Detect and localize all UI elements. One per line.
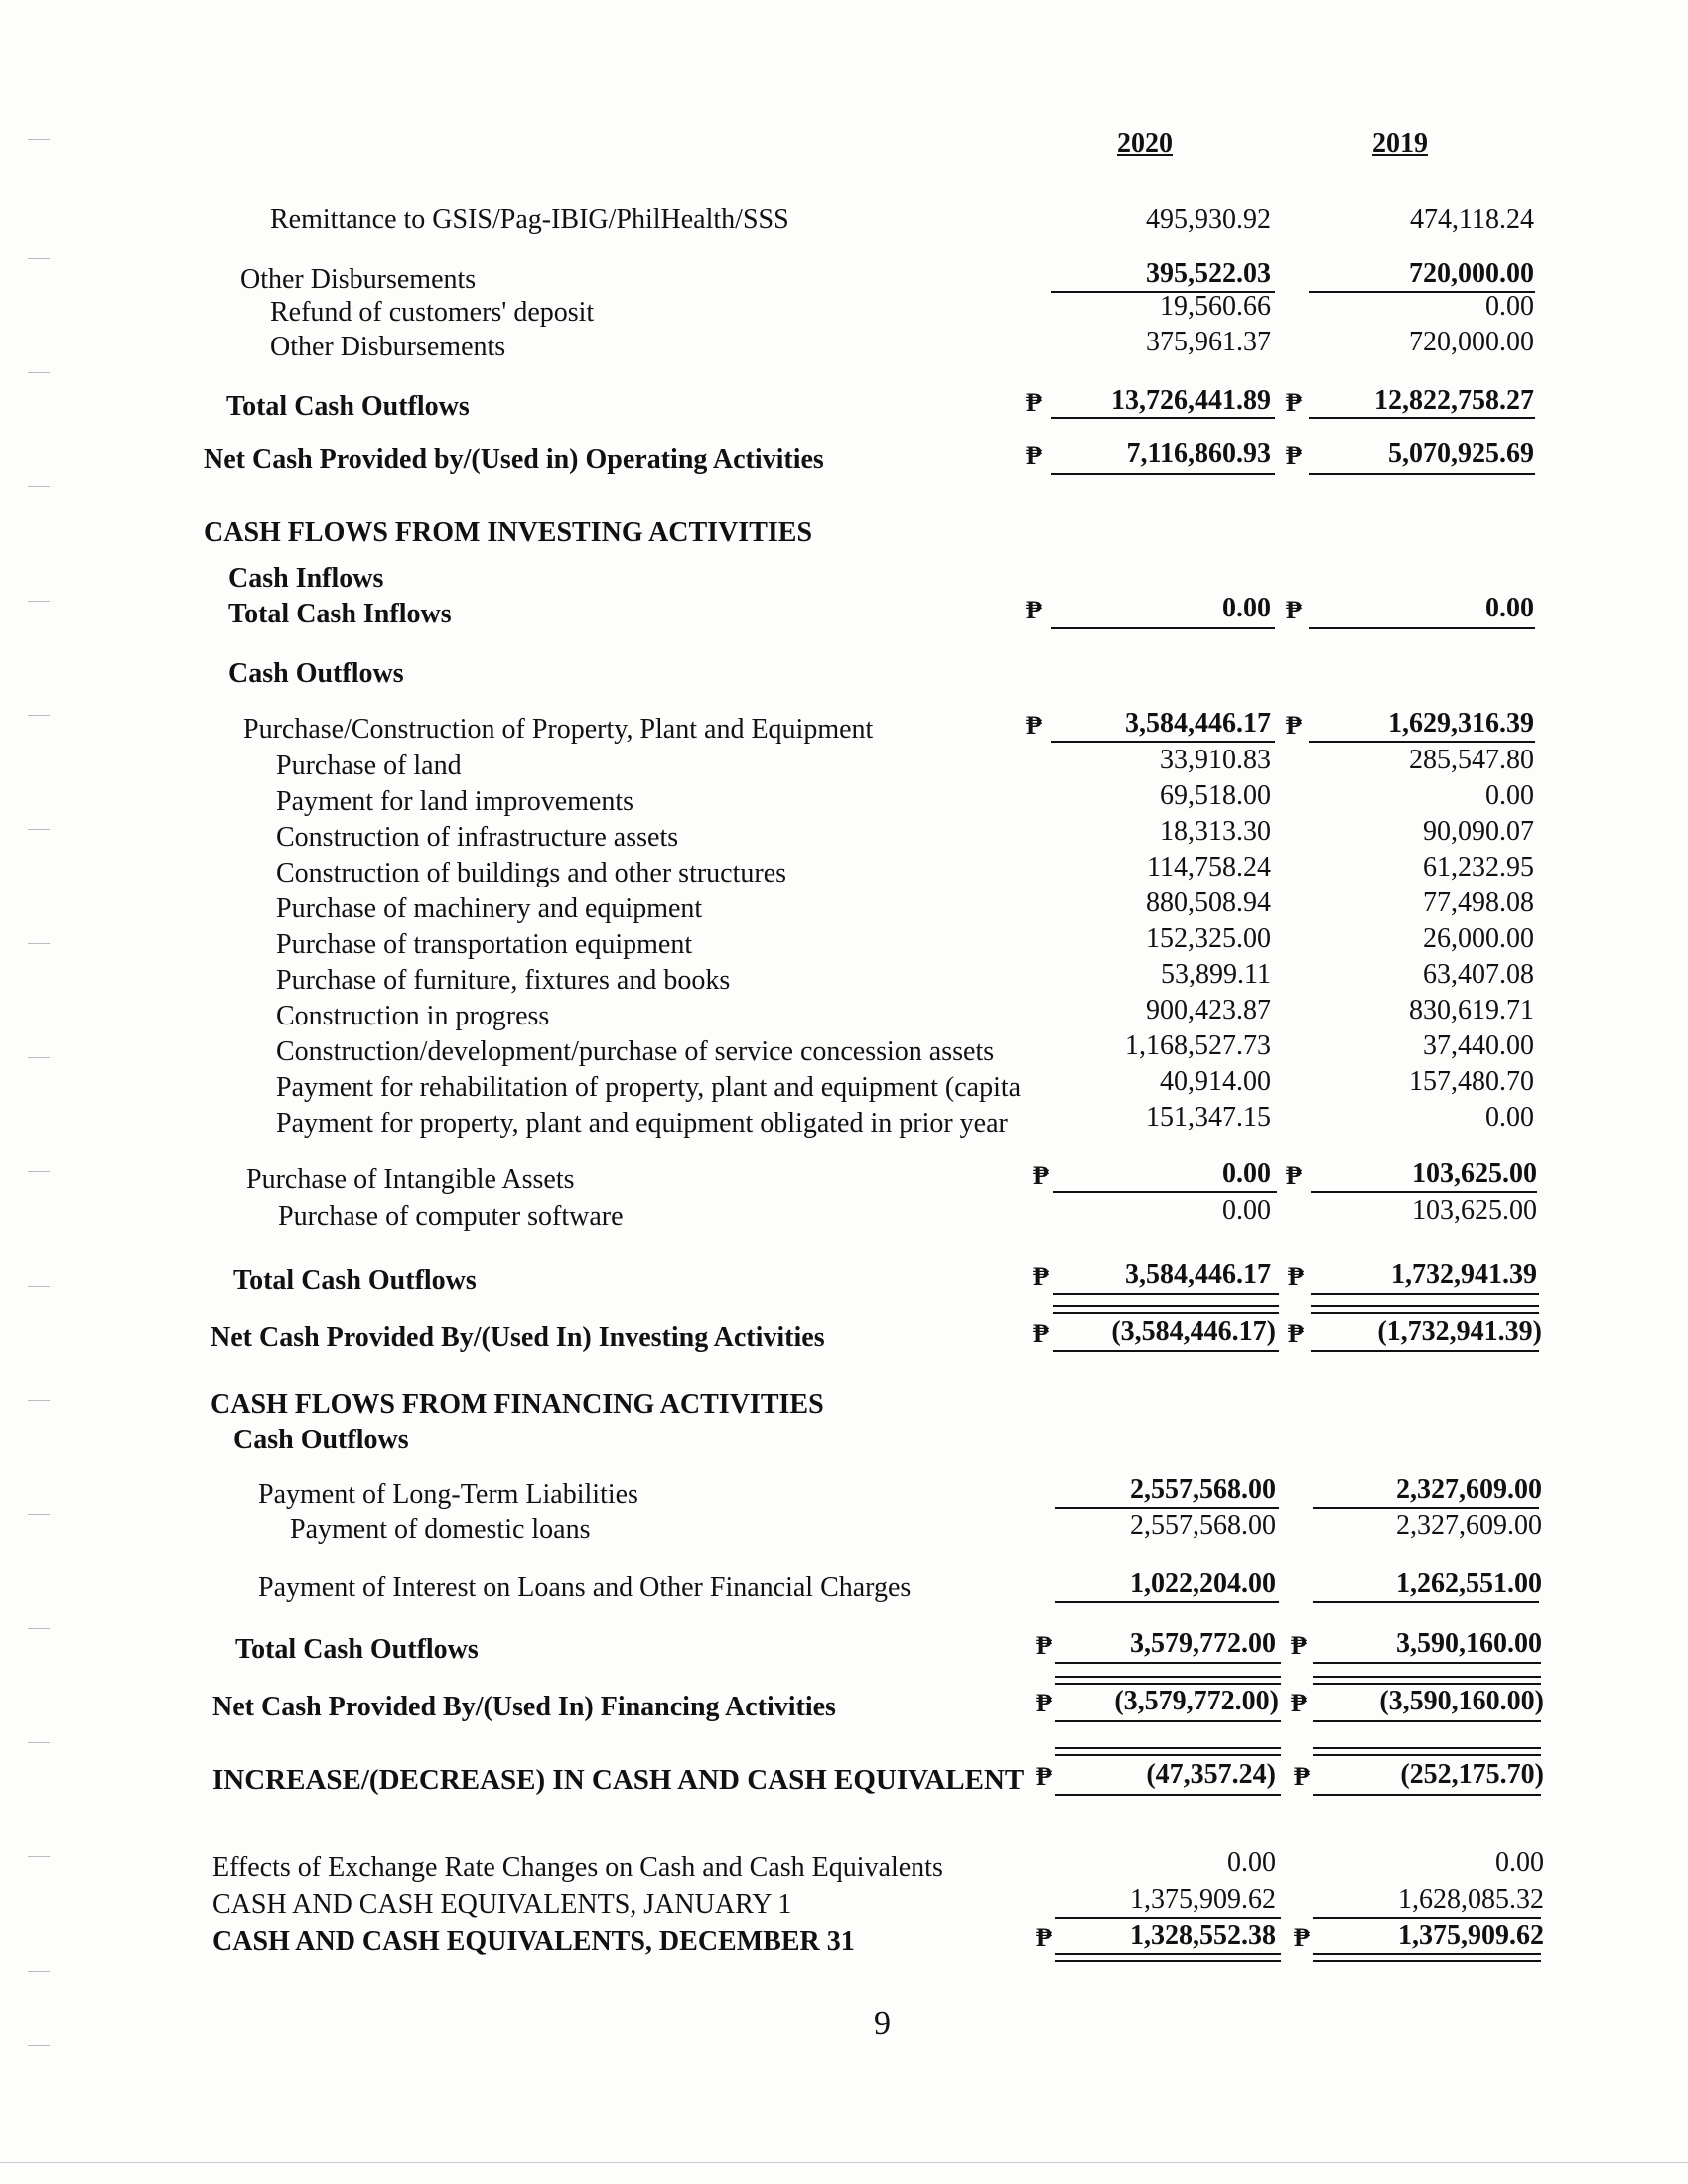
ppe-item-2020: 152,325.00: [1146, 923, 1271, 954]
lt-liabilities-2020: 2,557,568.00: [1130, 1474, 1276, 1505]
financing-total-outflows-2019: 3,590,160.00: [1396, 1628, 1542, 1659]
underline: [1051, 627, 1275, 629]
financing-cash-outflows-label: Cash Outflows: [233, 1425, 409, 1455]
margin-mark: [28, 1171, 50, 1172]
fx-effects-2020: 0.00: [1227, 1847, 1276, 1878]
ppe-item: Purchase of transportation equipment: [276, 929, 693, 960]
net-operating-label: Net Cash Provided by/(Used in) Operating Activities: [204, 444, 824, 475]
jan1-2019: 1,628,085.32: [1398, 1884, 1544, 1915]
double-underline: [1311, 1305, 1539, 1314]
margin-mark: [28, 486, 50, 487]
peso-sign: ₱: [1036, 1923, 1052, 1952]
ppe-item-2019: 77,498.08: [1423, 887, 1534, 918]
domestic-loans-2020: 2,557,568.00: [1130, 1510, 1276, 1541]
double-underline: [1055, 1747, 1281, 1756]
ppe-item-2020: 880,508.94: [1146, 887, 1271, 918]
ppe-item: Construction in progress: [276, 1001, 550, 1031]
domestic-loans-label: Payment of domestic loans: [290, 1514, 591, 1545]
underline: [1055, 1662, 1281, 1664]
ppe-item-2020: 33,910.83: [1160, 745, 1271, 775]
net-investing-2020: (3,584,446.17): [1111, 1316, 1276, 1347]
double-underline: [1055, 1953, 1281, 1962]
peso-sign: ₱: [1286, 388, 1302, 417]
ppe-item-2020: 40,914.00: [1160, 1066, 1271, 1097]
investing-total-inflows-2020: 0.00: [1222, 593, 1271, 623]
intangible-2020: 0.00: [1222, 1159, 1271, 1189]
software-2020: 0.00: [1222, 1195, 1271, 1226]
peso-sign: ₱: [1033, 1319, 1049, 1348]
underline: [1051, 473, 1275, 475]
margin-mark: [28, 1400, 50, 1401]
ppe-item: Construction of infrastructure assets: [276, 822, 679, 853]
double-underline: [1313, 1676, 1541, 1685]
other-disbursements-label: Other Disbursements: [240, 264, 477, 295]
net-investing-label: Net Cash Provided By/(Used In) Investing Activities: [211, 1322, 825, 1353]
ppe-label: Purchase/Construction of Property, Plant and Equipment: [243, 714, 874, 745]
underline: [1051, 417, 1275, 419]
underline: [1051, 741, 1275, 743]
increase-decrease-2020: (47,357.24): [1146, 1759, 1276, 1790]
year-header-2019: 2019: [1372, 128, 1428, 159]
net-operating-2020: 7,116,860.93: [1126, 438, 1271, 469]
increase-decrease-2019: (252,175.70): [1400, 1759, 1544, 1790]
ppe-item: Purchase of land: [276, 751, 462, 781]
margin-mark: [28, 1742, 50, 1743]
underline: [1309, 473, 1535, 475]
net-financing-2020: (3,579,772.00): [1114, 1686, 1279, 1716]
fx-effects-2019: 0.00: [1495, 1847, 1544, 1878]
ppe-item-2019: 63,407.08: [1423, 959, 1534, 990]
investing-cash-outflows-label: Cash Outflows: [228, 658, 404, 689]
ppe-item: Construction of buildings and other structures: [276, 858, 787, 888]
ppe-item-2020: 69,518.00: [1160, 780, 1271, 811]
page-number: 9: [874, 2005, 891, 2042]
margin-mark: [28, 258, 50, 259]
margin-mark: [28, 1286, 50, 1287]
margin-mark: [28, 829, 50, 830]
lt-liabilities-2019: 2,327,609.00: [1396, 1474, 1542, 1505]
ppe-item: Payment for land improvements: [276, 786, 634, 817]
underline: [1311, 1350, 1539, 1352]
ppe-item-2020: 53,899.11: [1161, 959, 1271, 990]
refund-deposit-2019: 0.00: [1485, 291, 1534, 322]
net-financing-label: Net Cash Provided By/(Used In) Financing Activities: [212, 1692, 836, 1722]
other-disbursements-sub-2020: 375,961.37: [1146, 327, 1271, 357]
peso-sign: ₱: [1286, 1161, 1302, 1190]
ppe-item-2019: 37,440.00: [1423, 1030, 1534, 1061]
dec31-label: CASH AND CASH EQUIVALENTS, DECEMBER 31: [212, 1926, 855, 1957]
underline: [1309, 417, 1535, 419]
domestic-loans-2019: 2,327,609.00: [1396, 1510, 1542, 1541]
margin-mark: [28, 1514, 50, 1515]
ppe-item-2020: 1,168,527.73: [1125, 1030, 1271, 1061]
margin-mark: [28, 943, 50, 944]
ppe-item-2019: 90,090.07: [1423, 816, 1534, 847]
margin-mark: [28, 139, 50, 140]
software-2019: 103,625.00: [1412, 1195, 1537, 1226]
peso-sign: ₱: [1033, 1262, 1049, 1291]
ppe-item-2019: 61,232.95: [1423, 852, 1534, 883]
peso-sign: ₱: [1026, 711, 1042, 740]
underline: [1309, 741, 1535, 743]
ppe-item: Purchase of furniture, fixtures and books: [276, 965, 731, 996]
dec31-2019: 1,375,909.62: [1398, 1920, 1544, 1951]
intangible-2019: 103,625.00: [1412, 1159, 1537, 1189]
peso-sign: ₱: [1036, 1689, 1052, 1717]
investing-total-outflows-label: Total Cash Outflows: [233, 1265, 477, 1296]
margin-mark: [28, 372, 50, 373]
peso-sign: ₱: [1036, 1631, 1052, 1660]
financing-total-outflows-label: Total Cash Outflows: [235, 1634, 479, 1665]
remittance-label: Remittance to GSIS/Pag-IBIG/PhilHealth/SSS: [270, 205, 789, 235]
lt-liabilities-label: Payment of Long-Term Liabilities: [258, 1479, 638, 1510]
ppe-2020: 3,584,446.17: [1125, 708, 1271, 739]
investing-total-inflows-label: Total Cash Inflows: [228, 599, 452, 629]
investing-cash-inflows-label: Cash Inflows: [228, 563, 384, 594]
net-operating-2019: 5,070,925.69: [1388, 438, 1534, 469]
other-disbursements-2020: 395,522.03: [1146, 258, 1271, 289]
ppe-item-2020: 114,758.24: [1147, 852, 1271, 883]
ppe-item: Construction/development/purchase of service concession assets: [276, 1036, 995, 1067]
investing-total-outflows-2020: 3,584,446.17: [1125, 1259, 1271, 1290]
margin-mark: [28, 1856, 50, 1857]
remittance-2019: 474,118.24: [1410, 205, 1534, 235]
margin-mark: [28, 1628, 50, 1629]
peso-sign: ₱: [1033, 1161, 1049, 1190]
ppe-item-2019: 26,000.00: [1423, 923, 1534, 954]
ppe-item-2019: 0.00: [1485, 780, 1534, 811]
underline: [1311, 1293, 1539, 1295]
remittance-2020: 495,930.92: [1146, 205, 1271, 235]
dec31-2020: 1,328,552.38: [1130, 1920, 1276, 1951]
other-disbursements-2019: 720,000.00: [1409, 258, 1534, 289]
net-financing-2019: (3,590,160.00): [1379, 1686, 1544, 1716]
operating-total-outflows-2020: 13,726,441.89: [1111, 385, 1271, 416]
peso-sign: ₱: [1288, 1319, 1304, 1348]
intangible-label: Purchase of Intangible Assets: [246, 1164, 575, 1195]
peso-sign: ₱: [1288, 1262, 1304, 1291]
scan-edge: [0, 2162, 1688, 2163]
jan1-2020: 1,375,909.62: [1130, 1884, 1276, 1915]
underline: [1055, 1794, 1281, 1796]
ppe-item: Payment for property, plant and equipment obligated in prior year: [276, 1108, 1008, 1139]
other-disbursements-sub-2019: 720,000.00: [1409, 327, 1534, 357]
interest-2020: 1,022,204.00: [1130, 1569, 1276, 1599]
ppe-item-2019: 830,619.71: [1409, 995, 1534, 1025]
investing-total-outflows-2019: 1,732,941.39: [1391, 1259, 1537, 1290]
peso-sign: ₱: [1294, 1762, 1310, 1791]
investing-total-inflows-2019: 0.00: [1485, 593, 1534, 623]
underline: [1313, 1720, 1541, 1722]
operating-total-outflows-2019: 12,822,758.27: [1374, 385, 1534, 416]
ppe-2019: 1,629,316.39: [1388, 708, 1534, 739]
underline: [1313, 1601, 1539, 1603]
peso-sign: ₱: [1286, 596, 1302, 624]
double-underline: [1313, 1747, 1541, 1756]
peso-sign: ₱: [1286, 441, 1302, 470]
margin-mark: [28, 715, 50, 716]
net-investing-2019: (1,732,941.39): [1377, 1316, 1542, 1347]
peso-sign: ₱: [1294, 1923, 1310, 1952]
underline: [1053, 1191, 1277, 1193]
fx-effects-label: Effects of Exchange Rate Changes on Cash and Cash Equivalents: [212, 1852, 943, 1883]
peso-sign: ₱: [1026, 596, 1042, 624]
refund-deposit-label: Refund of customers' deposit: [270, 297, 595, 328]
margin-mark: [28, 1971, 50, 1972]
increase-decrease-label: INCREASE/(DECREASE) IN CASH AND CASH EQUIVALENT: [212, 1764, 1025, 1796]
margin-mark: [28, 2045, 50, 2046]
margin-mark: [28, 1057, 50, 1058]
underline: [1309, 627, 1535, 629]
double-underline: [1053, 1305, 1279, 1314]
ppe-item: Payment for rehabilitation of property, plant and equipment (capita: [276, 1072, 1022, 1103]
underline: [1311, 1191, 1537, 1193]
year-header-2020: 2020: [1117, 128, 1173, 159]
ppe-item-2020: 900,423.87: [1146, 995, 1271, 1025]
underline: [1313, 1662, 1541, 1664]
underline: [1053, 1350, 1279, 1352]
ppe-item-2020: 18,313.30: [1160, 816, 1271, 847]
financing-total-outflows-2020: 3,579,772.00: [1130, 1628, 1276, 1659]
underline: [1055, 1601, 1279, 1603]
ppe-item-2019: 285,547.80: [1409, 745, 1534, 775]
margin-mark: [28, 601, 50, 602]
underline: [1055, 1720, 1281, 1722]
interest-label: Payment of Interest on Loans and Other Financial Charges: [258, 1572, 912, 1603]
peso-sign: ₱: [1286, 711, 1302, 740]
ppe-item: Purchase of machinery and equipment: [276, 893, 703, 924]
double-underline: [1313, 1953, 1541, 1962]
double-underline: [1055, 1676, 1281, 1685]
peso-sign: ₱: [1036, 1762, 1052, 1791]
peso-sign: ₱: [1026, 388, 1042, 417]
underline: [1053, 1293, 1279, 1295]
peso-sign: ₱: [1291, 1689, 1307, 1717]
refund-deposit-2020: 19,560.66: [1160, 291, 1271, 322]
interest-2019: 1,262,551.00: [1396, 1569, 1542, 1599]
jan1-label: CASH AND CASH EQUIVALENTS, JANUARY 1: [212, 1889, 792, 1920]
other-disbursements-sub-label: Other Disbursements: [270, 332, 506, 362]
ppe-item-2020: 151,347.15: [1146, 1102, 1271, 1133]
financing-heading: CASH FLOWS FROM FINANCING ACTIVITIES: [211, 1389, 824, 1420]
software-label: Purchase of computer software: [278, 1201, 624, 1232]
ppe-item-2019: 157,480.70: [1409, 1066, 1534, 1097]
operating-total-outflows-label: Total Cash Outflows: [226, 391, 470, 422]
peso-sign: ₱: [1026, 441, 1042, 470]
peso-sign: ₱: [1291, 1631, 1307, 1660]
investing-heading: CASH FLOWS FROM INVESTING ACTIVITIES: [204, 517, 813, 548]
ppe-item-2019: 0.00: [1485, 1102, 1534, 1133]
underline: [1313, 1794, 1541, 1796]
